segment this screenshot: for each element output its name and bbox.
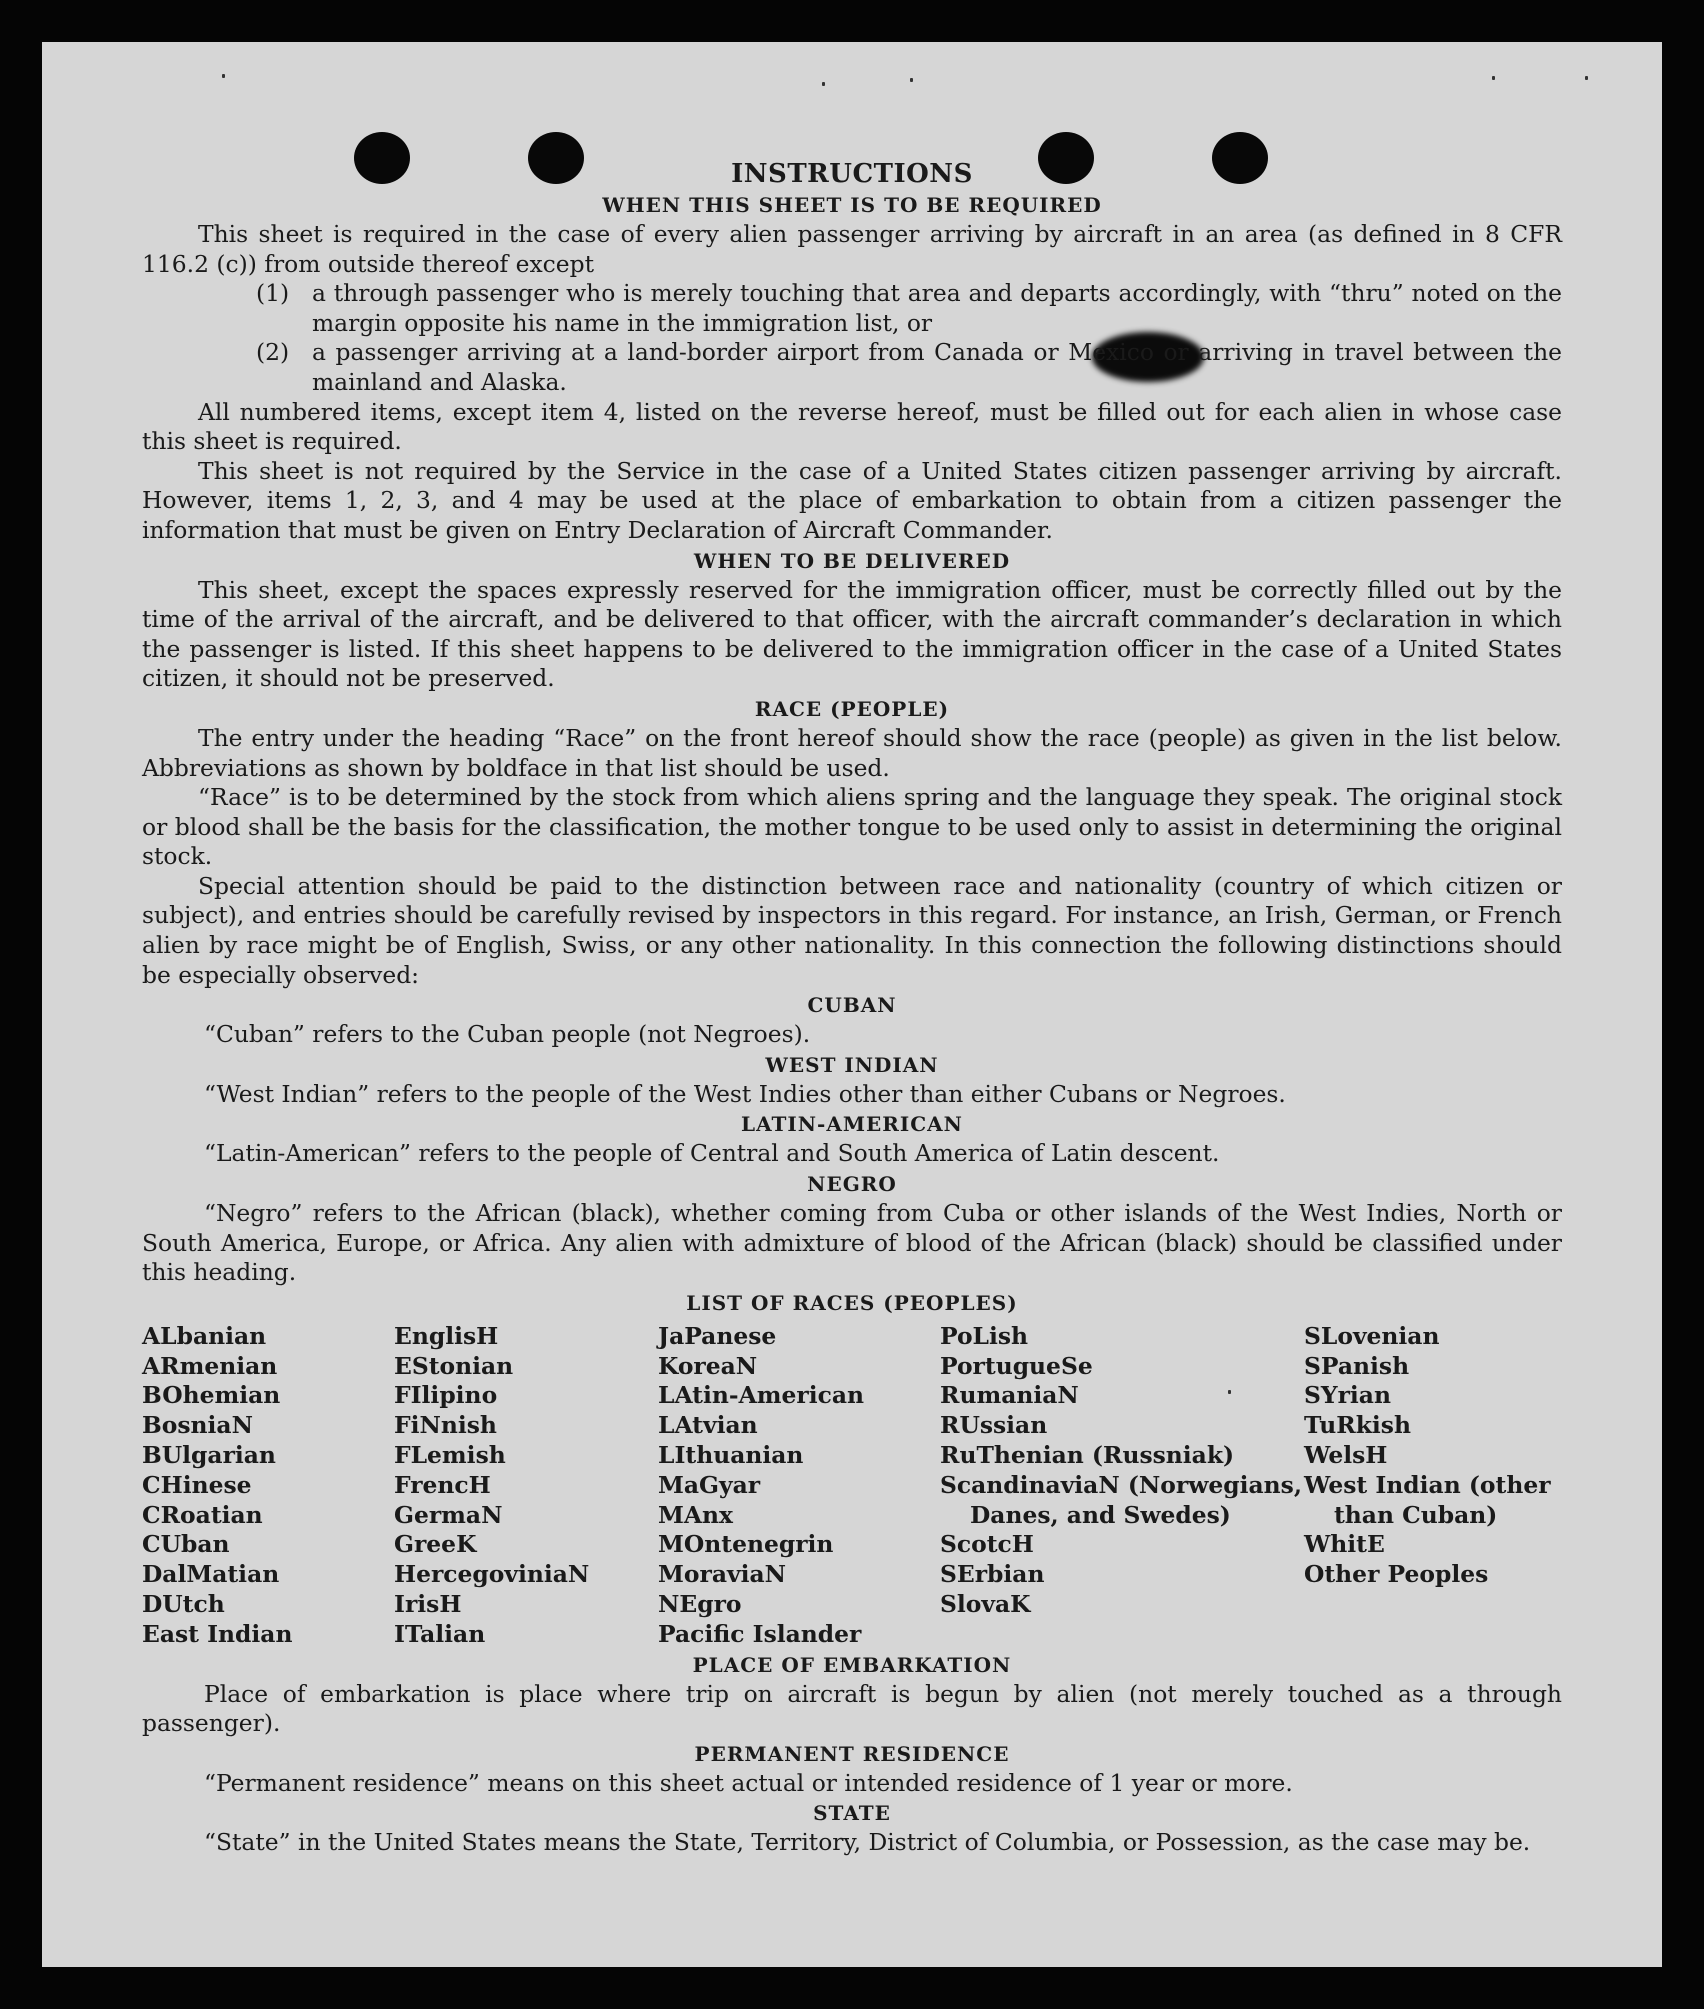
- race-entry: ITalian: [394, 1619, 486, 1648]
- paragraph: “West Indian” refers to the people of the West Indies other than either Cubans or Negroes.: [204, 1079, 1286, 1108]
- race-entry: DUtch: [142, 1589, 225, 1618]
- section-heading: PERMANENT RESIDENCE: [694, 1741, 1010, 1766]
- section-heading: WHEN THIS SHEET IS TO BE REQUIRED: [602, 193, 1102, 217]
- race-entry: MoraviaN: [658, 1560, 786, 1589]
- race-entry: ScotcH: [940, 1530, 1034, 1559]
- race-entry: WelsH: [1304, 1441, 1388, 1469]
- paragraph: “Negro” refers to the African (black), whether coming from Cuba or other islands of the West Indies, North or South America, Europe, or Africa. Any alien with admixture of blood of the African (black) should be classified under this heading.: [142, 1199, 1562, 1287]
- race-entry: MAnx: [658, 1500, 733, 1529]
- race-entry: CHinese: [142, 1470, 252, 1499]
- race-entry: EStonian: [394, 1351, 514, 1380]
- speck: [1492, 76, 1495, 80]
- paragraph: This sheet, except the spaces expressly reserved for the immigration officer, must be correctly filled out by the time of the arrival of the aircraft, and be delivered to that officer, with the aircraft commander’s declaration in which the passenger is listed. If this sheet happens to be delivered to the immigration officer in the case of a United States citizen, it should not be preserved.: [142, 575, 1562, 693]
- race-entry: RumaniaN: [940, 1381, 1079, 1410]
- race-entry: FLemish: [394, 1441, 506, 1469]
- race-entry: SErbian: [940, 1560, 1045, 1589]
- race-entry: BOhemian: [142, 1381, 281, 1410]
- race-entry: CRoatian: [142, 1500, 263, 1529]
- section-heading: LATIN-AMERICAN: [741, 1112, 963, 1137]
- list-item: [142, 338, 1562, 397]
- item-text: a passenger arriving at a land-border airport from Canada or Mexico or arriving in travel between the mainland and Alaska.: [312, 338, 1562, 396]
- section-heading: STATE: [813, 1801, 891, 1826]
- race-entry: GreeK: [394, 1530, 477, 1559]
- race-entry: East Indian: [142, 1619, 293, 1648]
- race-entry: ARmenian: [142, 1351, 278, 1380]
- races-column: [142, 1322, 394, 1650]
- race-entry: LAtin-American: [658, 1381, 864, 1410]
- race-entry: Pacific Islander: [658, 1619, 862, 1648]
- race-entry: PoLish: [940, 1321, 1029, 1350]
- document-sheet: [42, 42, 1662, 1967]
- race-entry: BosniaN: [142, 1411, 253, 1440]
- races-column: [658, 1322, 940, 1650]
- races-column: [394, 1322, 658, 1650]
- race-entry: FiNnish: [394, 1411, 497, 1440]
- item-number: (1): [256, 279, 290, 308]
- race-entry: HercegoviniaN: [394, 1560, 590, 1589]
- race-entry: SlovaK: [940, 1589, 1031, 1618]
- list-item: [142, 279, 1562, 338]
- race-entry: GermaN: [394, 1500, 503, 1529]
- race-entry: NEgro: [658, 1589, 742, 1618]
- race-entry: ScandinaviaN (Norwegians, Danes, and Swedes): [940, 1470, 1302, 1529]
- race-entry: LIthuanian: [658, 1441, 804, 1469]
- section-heading: CUBAN: [807, 993, 897, 1018]
- paragraph: Special attention should be paid to the distinction between race and nationality (country of which citizen or subject), and entries should be carefully revised by inspectors in this regard. For instance, an Irish, German, or French alien by race might be of English, Swiss, or any other nationality. In this connection the following distinctions should be especially observed:: [142, 871, 1562, 989]
- speck: [1585, 76, 1588, 80]
- race-entry: West Indian (other than Cuban): [1304, 1470, 1551, 1529]
- race-entry: EnglisH: [394, 1321, 499, 1350]
- speck: [822, 82, 825, 86]
- paragraph: Place of embarkation is place where trip on aircraft is begun by alien (not merely touched as a through passenger).: [142, 1679, 1562, 1738]
- section-heading: WHEN TO BE DELIVERED: [693, 548, 1011, 573]
- paragraph: “Permanent residence” means on this sheet actual or intended residence of 1 year or more.: [204, 1768, 1293, 1797]
- race-entry: SYrian: [1304, 1381, 1391, 1410]
- race-entry: TuRkish: [1304, 1411, 1411, 1440]
- paragraph: “Race” is to be determined by the stock from which aliens spring and the language they speak. The original stock or blood shall be the basis for the classification, the mother tongue to be used only to assist in determining the original stock.: [142, 783, 1562, 871]
- race-entry: ALbanian: [142, 1321, 267, 1350]
- race-entry: RuThenian (Russniak): [940, 1441, 1235, 1469]
- race-entry: WhitE: [1304, 1530, 1385, 1559]
- page-title: INSTRUCTIONS: [731, 159, 973, 189]
- paragraph: “Cuban” refers to the Cuban people (not Negroes).: [204, 1020, 811, 1049]
- section-heading: PLACE OF EMBARKATION: [692, 1652, 1012, 1677]
- race-entry: KoreaN: [658, 1351, 758, 1380]
- race-entry: PortugueSe: [940, 1351, 1093, 1380]
- race-entry: JaPanese: [658, 1321, 777, 1350]
- item-number: (2): [256, 338, 290, 367]
- race-entry: SLovenian: [1304, 1321, 1440, 1350]
- race-entry: FIlipino: [394, 1381, 498, 1410]
- speck: [910, 78, 913, 82]
- races-list: [142, 1322, 1562, 1650]
- races-column: [940, 1322, 1304, 1650]
- item-text: a through passenger who is merely touching that area and departs accordingly, with “thru” noted on the margin opposite his name in the immigration list, or: [312, 279, 1562, 337]
- race-entry: BUlgarian: [142, 1441, 276, 1469]
- paragraph: “Latin-American” refers to the people of Central and South America of Latin descent.: [204, 1139, 1220, 1168]
- race-entry: LAtvian: [658, 1411, 758, 1440]
- section-heading: WEST INDIAN: [765, 1052, 939, 1077]
- races-column: [1304, 1322, 1562, 1650]
- race-entry: MOntenegrin: [658, 1530, 834, 1559]
- paragraph: This sheet is required in the case of every alien passenger arriving by aircraft in an area (as defined in 8 CFR 116.2 (c)) from outside thereof except: [142, 220, 1562, 278]
- paragraph: This sheet is not required by the Service in the case of a United States citizen passenger arriving by aircraft. However, items 1, 2, 3, and 4 may be used at the place of embarkation to obtain from a citizen passenger the information that must be given on Entry Declaration of Aircraft Commander.: [142, 456, 1562, 544]
- race-entry: CUban: [142, 1530, 230, 1559]
- race-entry: FrencH: [394, 1470, 491, 1499]
- race-entry: Other Peoples: [1304, 1560, 1489, 1589]
- race-entry: IrisH: [394, 1589, 462, 1618]
- race-entry: SPanish: [1304, 1351, 1410, 1380]
- document-body: [142, 158, 1562, 1858]
- speck: [222, 74, 225, 78]
- race-entry: DalMatian: [142, 1560, 280, 1589]
- race-entry: MaGyar: [658, 1470, 761, 1499]
- section-heading: NEGRO: [807, 1172, 897, 1197]
- section-heading: RACE (PEOPLE): [754, 696, 950, 721]
- section-heading: LIST OF RACES (PEOPLES): [686, 1290, 1018, 1315]
- paragraph: All numbered items, except item 4, listed on the reverse hereof, must be filled out for each alien in whose case this sheet is required.: [142, 397, 1562, 456]
- paragraph: “State” in the United States means the State, Territory, District of Columbia, or Possession, as the case may be.: [204, 1828, 1531, 1857]
- paragraph: The entry under the heading “Race” on the front hereof should show the race (people) as given in the list below. Abbreviations as shown by boldface in that list should be used.: [142, 723, 1562, 782]
- race-entry: RUssian: [940, 1411, 1048, 1440]
